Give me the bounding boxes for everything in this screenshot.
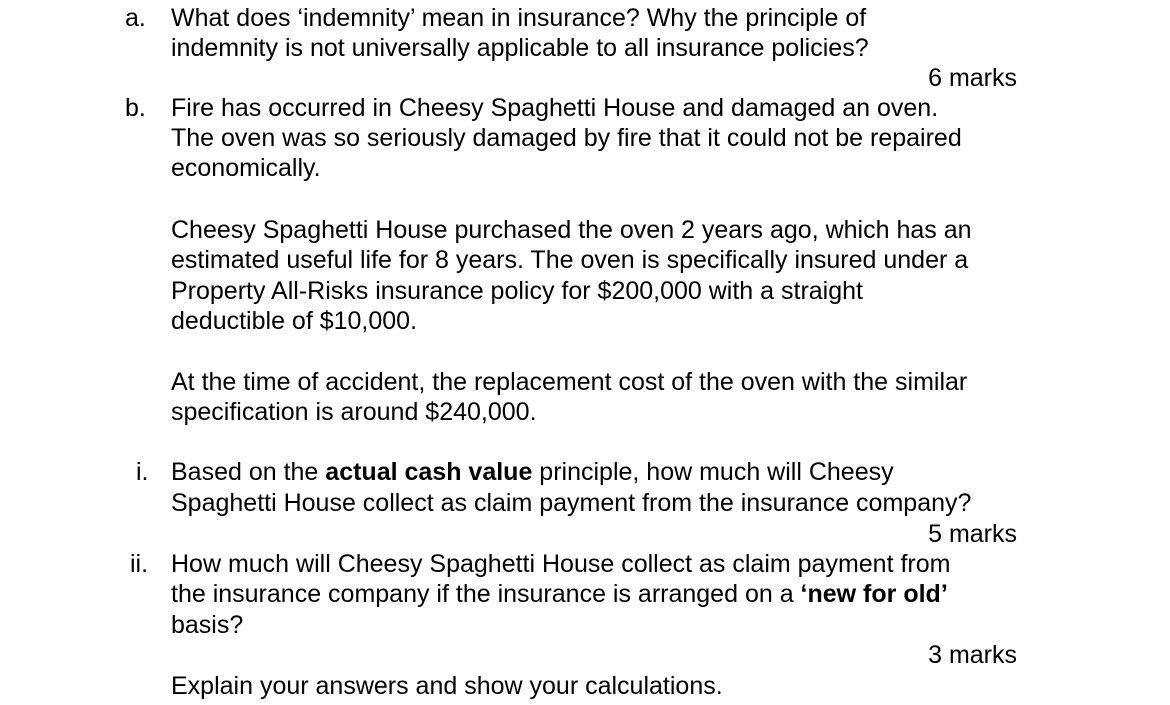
question-a-marks: 6 marks <box>928 64 1017 92</box>
question-b-paragraph-2-line-3: Property All-Risks insurance policy for $200,000 with a straight <box>171 277 863 305</box>
question-b-paragraph-3-line-1: At the time of accident, the replacement cost of the oven with the similar <box>171 368 968 396</box>
question-a-line-2: indemnity is not universally applicable to all insurance policies? <box>171 34 869 62</box>
question-b-paragraph-1-line-1: Fire has occurred in Cheesy Spaghetti House and damaged an oven. <box>171 94 939 122</box>
sub-question-ii-line-1: How much will Cheesy Spaghetti House collect as claim payment from <box>171 550 951 578</box>
sub-question-ii-line-2-start: the insurance company if the insurance is arranged on a <box>171 580 801 608</box>
sub-question-ii-line-2 <box>171 579 948 609</box>
sub-question-i-line-1 <box>171 457 894 487</box>
question-a-marker: a. <box>125 4 146 32</box>
sub-question-i-line-2: Spaghetti House collect as claim payment from the insurance company? <box>171 489 972 517</box>
sub-question-ii-marks: 3 marks <box>928 641 1017 669</box>
question-b-paragraph-1-line-3: economically. <box>171 154 321 182</box>
actual-cash-value-term: actual cash value <box>325 458 533 486</box>
question-b-marker: b. <box>125 94 146 122</box>
question-b-paragraph-1-line-2: The oven was so seriously damaged by fire that it could not be repaired <box>171 124 962 152</box>
question-b-paragraph-3-line-2: specification is around $240,000. <box>171 398 537 426</box>
sub-question-i-line-1-end: principle, how much will Cheesy <box>532 458 894 486</box>
calculation-instruction: Explain your answers and show your calculations. <box>171 672 723 700</box>
sub-question-i-marks: 5 marks <box>928 520 1017 548</box>
question-b-paragraph-2-line-4: deductible of $10,000. <box>171 307 418 335</box>
sub-question-ii-line-3: basis? <box>171 611 244 639</box>
sub-question-i-marker: i. <box>136 458 149 486</box>
question-a-line-1: What does ‘indemnity’ mean in insurance? Why the principle of <box>171 4 867 32</box>
question-b-paragraph-2-line-1: Cheesy Spaghetti House purchased the oven 2 years ago, which has an <box>171 216 972 244</box>
sub-question-i-line-1-start: Based on the <box>171 458 326 486</box>
question-b-paragraph-2-line-2: estimated useful life for 8 years. The oven is specifically insured under a <box>171 246 969 274</box>
new-for-old-term: ‘new for old’ <box>800 580 948 608</box>
sub-question-ii-marker: ii. <box>130 550 149 578</box>
